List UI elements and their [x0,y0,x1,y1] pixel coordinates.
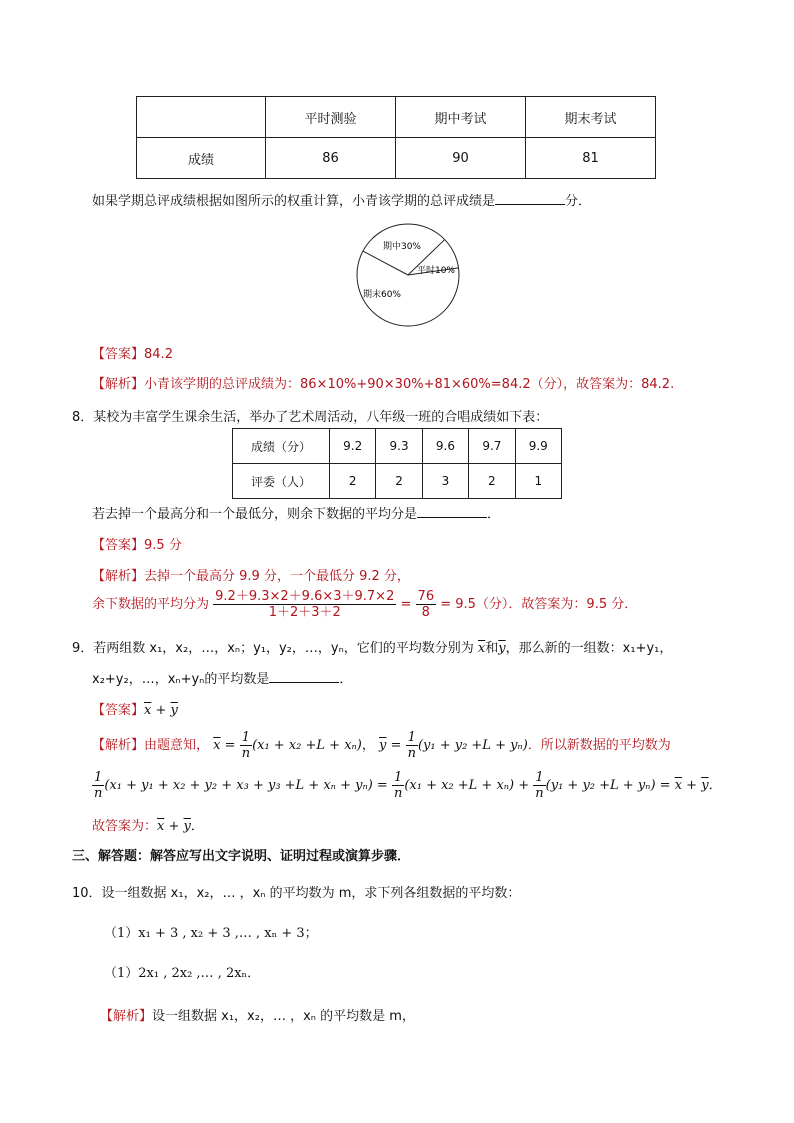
analysis-text: = 9.5（分）．故答案为：9.5 分． [440,597,638,612]
pie-slice-label: 平时10% [416,266,456,276]
q8-analysis-line2 [92,589,637,620]
table-row [233,429,562,464]
table-cell: 2 [376,464,422,499]
x-bar: $\overline{x}$ [144,703,152,718]
q8-stem: 8．某校为丰富学生课余生活，举办了艺术周活动，八年级一班的合唱成绩如下表： [72,410,549,425]
analysis-label: 【解析】 [92,738,145,753]
math-expression: (y₁ + y₂ +L + yₙ) = [545,778,671,793]
y-bar: $\overline{y}$ [183,819,191,834]
answer-label: 【答案】 [92,538,145,553]
q9-stem-end: ． [339,672,353,687]
analysis-text: 由题意知， [144,738,210,753]
q7-analysis [92,373,674,392]
table-row-label: 评委（人） [233,464,330,499]
table-row-label: 成绩 [137,138,266,179]
math-expression: (x₁ + y₁ + x₂ + y₂ + x₃ + y₃ +L + xₙ + yₙ) = [104,778,388,793]
table-cell: 2 [330,464,376,499]
analysis-text: ．所以新数据的平均数为 [527,738,671,753]
y-bar: $\overline{y}$ [498,641,506,656]
answer-blank [417,505,487,518]
fraction-denominator: 8 [421,605,430,620]
table-cell: 9.2 [330,429,376,464]
q10-part2: （1）2x₁ , 2x₂ ,… , 2xₙ． [104,966,261,981]
q9-stem-line1 [72,637,672,656]
math-expression: (x₁ + x₂ +L + xₙ) [252,738,362,753]
scores-table [136,96,656,179]
q10-stem: 10．设一组数据 x₁，x₂，… ，xₙ 的平均数为 m，求下列各组数据的平均数： [72,886,521,901]
table-cell: 90 [396,138,526,179]
analysis-text: 余下数据的平均分为 [92,597,210,612]
q7-question-end: 分． [565,194,592,209]
fraction-numerator: 9.2＋9.3×2＋9.6×3＋9.7×2 [215,589,395,604]
answer-blank [269,670,339,683]
analysis-text: 设一组数据 x₁，x₂，… ，xₙ 的平均数是 m， [152,1009,415,1024]
answer-value: 9.5 分 [144,538,182,553]
table-header-cell [137,97,266,138]
plus-sign: + [151,703,171,718]
fraction-numerator: 1 [392,770,404,786]
table-cell: 9.9 [515,429,561,464]
fraction-denominator: n [241,746,251,761]
fraction-numerator: 1 [533,770,545,786]
weight-pie-chart [350,217,470,337]
fraction-denominator: n [393,786,403,801]
table-header-cell: 期末考试 [526,97,656,138]
table-cell: 1 [515,464,561,499]
table-cell: 9.3 [376,429,422,464]
table-header-cell: 平时测验 [266,97,396,138]
equals-sign: = [400,597,412,612]
table-cell: 9.7 [469,429,515,464]
pie-slice-label: 期末60% [362,290,402,300]
q8-question [92,503,500,522]
answer-label: 【答案】 [92,703,145,718]
answer-value: 84.2 [144,347,173,362]
fraction [213,589,396,620]
q10-analysis [100,1005,415,1024]
q8-question-end: ． [487,507,501,522]
table-row [233,464,562,499]
fraction-numerator: 1 [406,730,418,746]
plus-sign: + [164,819,184,834]
period: ． [190,819,204,834]
q9-stem-text: 和 [485,641,499,656]
fraction-denominator: 1＋2＋3＋2 [268,605,341,620]
fraction [392,770,404,801]
analysis-text: 故答案为： [92,819,158,834]
table-row [137,138,656,179]
fraction-numerator: 1 [240,730,252,746]
fraction-numerator: 1 [92,770,104,786]
x-bar: $\overline{x}$ [157,819,165,834]
table-header-cell: 期中考试 [396,97,526,138]
answer-label: 【答案】 [92,347,145,362]
fraction [406,730,418,761]
q9-conclusion [92,815,204,834]
q8-answer [92,534,182,553]
analysis-text: 去掉一个最高分 9.9 分，一个最低分 9.2 分， [144,569,410,584]
y-bar: $\overline{y}$ [379,738,387,753]
y-bar: $\overline{y}$ [701,778,709,793]
q7-answer [92,343,173,362]
q7-question-text: 如果学期总评成绩根据如图所示的权重计算，小青该学期的总评成绩是 [92,194,496,209]
q8-analysis-line1 [92,565,410,584]
fraction-denominator: n [407,746,416,761]
x-bar: $\overline{x}$ [477,641,486,656]
fraction-denominator: n [535,786,544,801]
table-cell: 9.6 [422,429,468,464]
equals-sign: = [220,738,240,753]
x-bar: $\overline{x}$ [213,738,221,753]
pie-slice-label: 期中30% [382,242,422,252]
analysis-label: 【解析】 [92,377,145,392]
analysis-text: 小青该学期的总评成绩为：86×10%+90×30%+81×60%=84.2（分），故答案为：84.2. [144,377,675,392]
analysis-label: 【解析】 [92,569,145,584]
equals-sign: = [386,738,406,753]
math-expression: (y₁ + y₂ +L + yₙ) [417,738,528,753]
math-expression: (x₁ + x₂ +L + xₙ) + [404,778,530,793]
table-cell: 86 [266,138,396,179]
q9-answer [92,699,178,718]
q9-stem-line2 [92,668,352,687]
table-cell: 2 [469,464,515,499]
fraction-denominator: n [94,786,103,801]
section-title: 三、解答题：解答应写出文字说明、证明过程或演算步骤． [72,849,411,864]
q9-analysis-line1 [92,730,671,761]
fraction-numerator: 76 [417,589,435,604]
plus-sign: + [682,778,702,793]
x-bar: $\overline{x}$ [674,778,683,793]
q10-part1: （1）x₁ + 3 , x₂ + 3 ,… , xₙ + 3； [104,926,318,941]
period: ． [708,778,722,793]
analysis-label: 【解析】 [100,1009,153,1024]
fraction [240,730,252,761]
separator: ， [361,738,375,753]
table-cell: 3 [422,464,468,499]
choir-scores-table [232,428,562,499]
fraction [533,770,545,801]
y-bar: $\overline{y}$ [170,703,178,718]
q8-question-text: 若去掉一个最高分和一个最低分，则余下数据的平均分是 [92,507,418,522]
q9-stem-text: x₂+y₂，…，xₙ+yₙ的平均数是 [92,672,270,687]
answer-blank [495,192,565,205]
pie-slice-boundary [363,251,408,275]
table-row-label: 成绩（分） [233,429,330,464]
table-row [137,97,656,138]
q9-stem-text: ，那么新的一组数：x₁+y₁， [505,641,673,656]
fraction [92,770,104,801]
table-cell: 81 [526,138,656,179]
fraction [416,589,437,620]
q7-question [92,190,591,209]
q9-stem-text: 9．若两组数 x₁，x₂，…，xₙ；y₁，y₂，…，yₙ，它们的平均数分别为 [72,641,474,656]
q9-analysis-line2 [92,770,722,801]
